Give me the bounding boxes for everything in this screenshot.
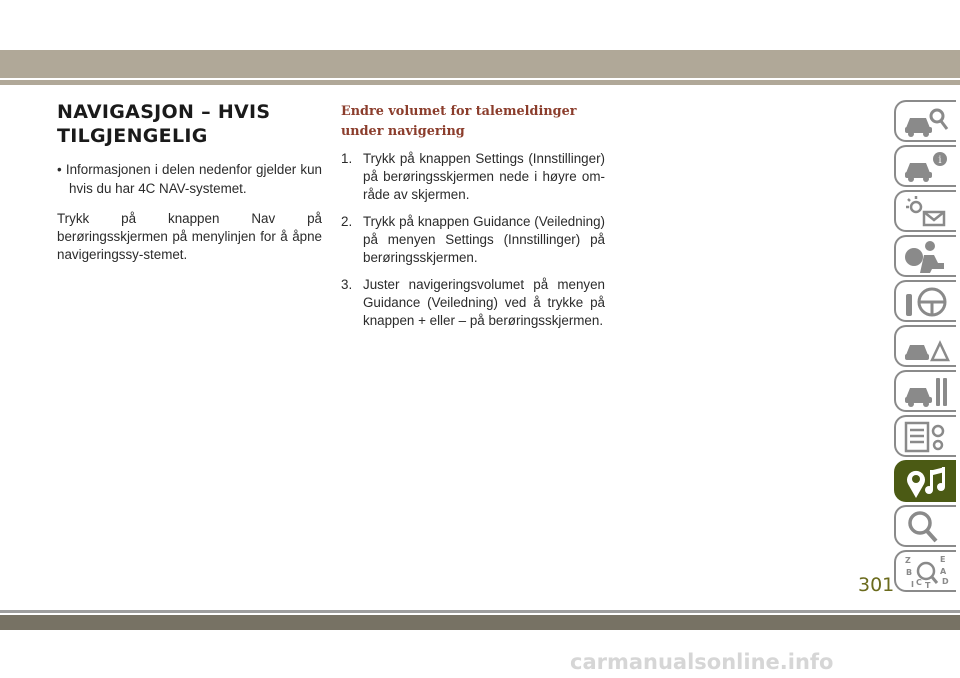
- tab-index[interactable]: [894, 550, 956, 592]
- warning-lights-icon: [902, 194, 950, 230]
- middle-column: [341, 102, 605, 339]
- index-letter: Z: [905, 556, 911, 565]
- svg-text:i: i: [938, 155, 942, 166]
- index-letter: A: [940, 567, 947, 576]
- tab-airbag-seat[interactable]: [894, 235, 956, 277]
- tab-specifications[interactable]: [894, 415, 956, 457]
- footer-rule: [0, 610, 960, 613]
- header-rule: [0, 80, 960, 85]
- airbag-seat-icon: [902, 239, 950, 275]
- index-letter: E: [940, 555, 946, 564]
- index-letter: B: [906, 568, 913, 577]
- subsection-heading: Endre volumet for talemeldinger under navigering: [341, 104, 577, 139]
- steps-list: [341, 150, 605, 330]
- tab-car-magnifier[interactable]: [894, 100, 956, 142]
- specifications-icon: [902, 419, 950, 455]
- tab-search[interactable]: [894, 505, 956, 547]
- left-column: [57, 100, 322, 264]
- index-letter: T: [925, 581, 931, 590]
- section-heading: [57, 100, 322, 148]
- car-magnifier-icon: [902, 104, 950, 140]
- index-letter: D: [942, 577, 949, 586]
- car-info-icon: [902, 149, 950, 185]
- tab-warning-lights[interactable]: [894, 190, 956, 232]
- step-item: 3. Juster navigeringsvolumet på menyen Guidance (Veiledning) ved å trykke på knappen + eller – på berøringsskjermen.: [341, 277, 605, 328]
- tab-roadside-warning[interactable]: [894, 325, 956, 367]
- heading-line-1: NAVIGASJON – HVIS: [57, 101, 271, 123]
- tab-car-info[interactable]: [894, 145, 956, 187]
- tab-car-service[interactable]: [894, 370, 956, 412]
- tab-steering-wheel[interactable]: [894, 280, 956, 322]
- index-icon: [902, 554, 950, 590]
- multimedia-icon: [902, 464, 950, 500]
- watermark: carmanualsonline.info: [570, 650, 834, 674]
- roadside-warning-icon: [902, 329, 950, 365]
- index-letter: C: [916, 578, 922, 587]
- car-service-icon: [902, 374, 950, 410]
- search-icon: [902, 509, 950, 545]
- step-item: 2. Trykk på knappen Guidance (Veiledning) på menyen Settings (Innstillinger) på berøringsskjermen.: [341, 214, 605, 265]
- step-item: 1. Trykk på knappen Settings (Innstillinger) på berøringsskjermen nede i høyre om-råde av skjermen.: [341, 151, 605, 202]
- steering-wheel-icon: [902, 284, 950, 320]
- footer-band: [0, 615, 960, 630]
- intro-paragraph: Trykk på knappen Nav på berøringsskjermen på menylinjen for å åpne navigeringssy-stemet.: [57, 211, 322, 262]
- heading-line-2: TILGJENGELIG: [57, 125, 208, 147]
- header-band: [0, 50, 960, 78]
- index-letter: I: [911, 580, 914, 589]
- info-bullet: • Informasjonen i delen nedenfor gjelder kun hvis du har 4C NAV-systemet.: [57, 162, 322, 196]
- tab-multimedia[interactable]: [894, 460, 956, 502]
- page-number: 301: [858, 574, 895, 596]
